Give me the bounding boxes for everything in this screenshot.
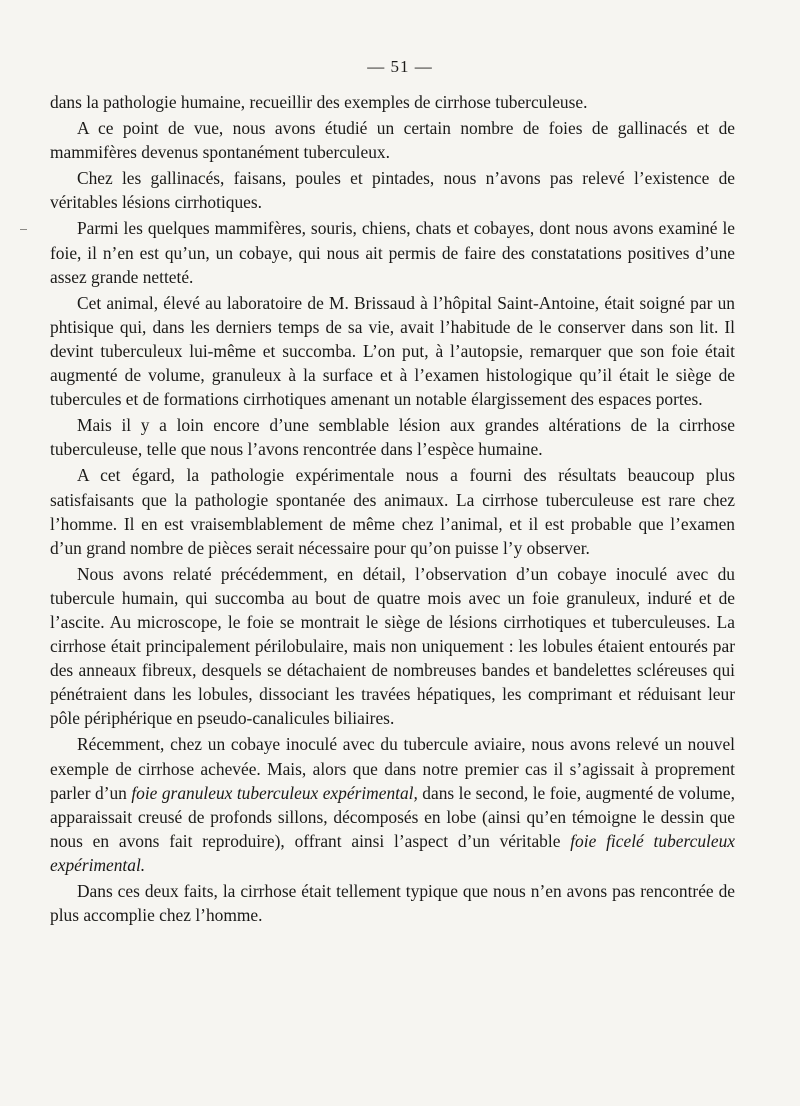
text-run: Nous avons relaté précédemment, en détail, l’observation d’un cobaye inoculé avec du tubercule humain, qui succomba au bout de quatre mois avec un foie granuleux, induré et de l’ascite. Au microscope, le foie se montrait le siège de lésions cirrhotiques et tuberculeuses. La cirrhose était principalement périlobulaire, mais non uniquement : les lobules étaient entourés par des anneaux fibreux, desquels se détachaient de nombreuses bandes et bandelettes scléreuses qui pénétraient dans les lobules, dissociant les travées hépatiques, les comprimant et réduisant leur pôle périphérique en pseudo-canalicules biliaires.: [50, 563, 735, 729]
paragraph: [50, 166, 735, 214]
paragraph: [50, 116, 735, 164]
paragraph: [50, 291, 735, 411]
text-run: Dans ces deux faits, la cirrhose était tellement typique que nous n’en avons pas rencontrée de plus accomplie chez l’homme.: [50, 881, 735, 926]
text-run: Récemment, chez un cobaye inoculé avec du tubercule aviaire, nous avons relevé un nouvel exemple de cirrhose achevée. Mais, alors que dans notre premier cas il s’agissait à proprement parler d’un: [50, 734, 735, 803]
text-run: A cet égard, la pathologie expérimentale nous a fourni des résultats beaucoup plus satisfaisants que la pathologie spontanée des animaux. La cirrhose tuberculeuse est rare chez l’homme. Il en est vraisemblablement de même chez l’animal, et il est probable que l’examen d’un grand nombre de pièces serait nécessaire pour qu’on puisse l’y observer.: [50, 465, 735, 558]
body-text: [50, 90, 735, 929]
paragraph: [50, 732, 735, 877]
text-run: Chez les gallinacés, faisans, poules et pintades, nous n’avons pas relevé l’existence de véritables lésions cirrhotiques.: [50, 168, 735, 213]
paragraph: [50, 879, 735, 927]
text-run: Parmi les quelques mammifères, souris, chiens, chats et cobayes, dont nous avons examiné le foie, il n’en est qu’un, un cobaye, qui nous ait permis de faire des constatations positives d’une assez grande netteté.: [50, 218, 735, 287]
italic-text: foie granuleux tuberculeux expérimental,: [131, 782, 418, 803]
paragraph: [50, 90, 735, 114]
text-run: A ce point de vue, nous avons étudié un certain nombre de foies de gallinacés et de mammifères devenus spontanément tuberculeux.: [50, 118, 735, 163]
paragraph: [50, 216, 735, 288]
paragraph: [50, 413, 735, 461]
text-run: Cet animal, élevé au laboratoire de M. Brissaud à l’hôpital Saint-Antoine, était soigné par un phtisique qui, dans les derniers temps de sa vie, avait l’habitude de le conserver dans son lit. Il devint tuberculeux lui-même et succomba. L’on put, à l’autopsie, remarquer que son foie était augmenté de volume, granuleux à la surface et à l’examen histologique qu’il était le siège de tubercules et de formations cirrhotiques amenant un notable élargissement des espaces portes.: [50, 292, 735, 410]
italic-text: foie ficelé tuberculeux expérimental.: [50, 830, 735, 875]
text-run: Mais il y a loin encore d’une semblable lésion aux grandes altérations de la cirrhose tuberculeuse, telle que nous l’avons rencontrée dans l’espèce humaine.: [50, 415, 735, 460]
text-run: dans le second, le foie, augmenté de volume, apparaissait creusé de profonds sillons, décomposés en lobe (ainsi qu’en témoigne le dessin que nous en avons fait reproduire), offrant ainsi l’aspect d’un véritable: [50, 782, 735, 851]
margin-mark: [20, 229, 27, 230]
page-number: — 51 —: [367, 57, 433, 76]
text-run: dans la pathologie humaine, recueillir des exemples de cirrhose tuberculeuse.: [50, 92, 588, 112]
paragraph: [50, 463, 735, 559]
paragraph: [50, 562, 735, 731]
